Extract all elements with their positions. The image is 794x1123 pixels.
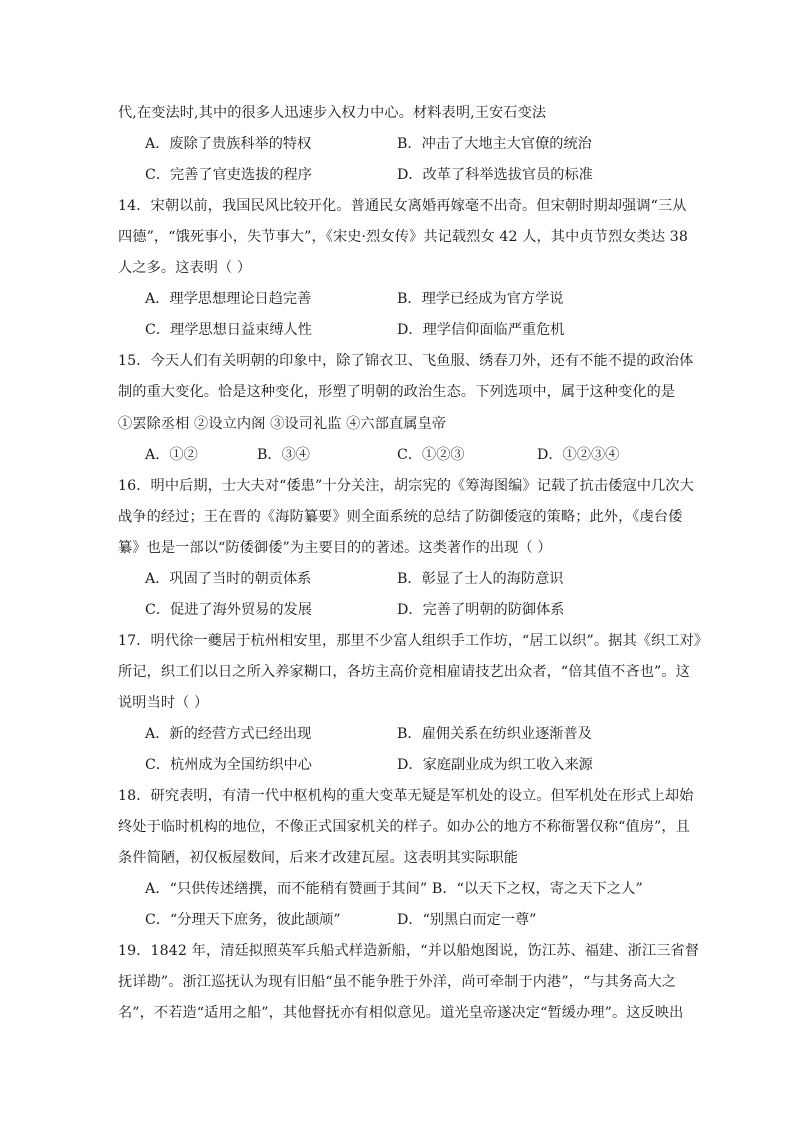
question-text-line: 终处于临时机构的地位，不像正式国家机关的样子。如办公的地方不称衙署仅称“值房”，且 — [118, 819, 690, 835]
answer-option: C．杭州成为全国纺织中心 — [145, 757, 312, 773]
question-text-line: 人之多。这表明（ ） — [118, 260, 252, 276]
answer-options-row — [145, 289, 685, 309]
question-text-line: 战争的经过；王在晋的《海防纂要》则全面系统的总结了防御倭寇的策略；此外，《虔台倭 — [118, 509, 683, 525]
question-text-line: 17．明代徐一夔居于杭州相安里，那里不少富人组织手工作坊，“居工以织”。据其《织工对》 — [118, 633, 709, 649]
answer-option: B．冲击了大地主大官僚的统治 — [397, 136, 592, 152]
answer-option: C．促进了海外贸易的发展 — [145, 602, 312, 618]
answer-option: A．废除了贵族科举的特权 — [145, 136, 312, 152]
answer-options-row — [145, 600, 685, 620]
answer-options-row — [145, 320, 685, 340]
answer-option: C．完善了官吏选拔的程序 — [145, 167, 312, 183]
answer-option: B．理学已经成为官方学说 — [397, 291, 564, 307]
answer-options-row — [145, 165, 685, 185]
answer-options-row — [145, 755, 685, 775]
answer-options-row — [145, 569, 685, 589]
answer-option: D．完善了明朝的防御体系 — [397, 602, 565, 618]
question-text-line: 名”，不若造“适用之船”，其他督抚亦有相似意见。道光皇帝遂决定“暂缓办理”。这反映出 — [118, 1005, 684, 1021]
answer-option: B．③④ — [257, 447, 310, 463]
answer-options-row — [145, 910, 685, 930]
question-text-line: 制的重大变化。恰是这种变化，形塑了明朝的政治生态。下列选项中，属于这种变化的是 — [118, 384, 676, 400]
answer-option: D．家庭副业成为织工收入来源 — [397, 757, 593, 773]
answer-options-row — [145, 134, 685, 154]
question-text-line: 15．今天人们有关明朝的印象中，除了锦衣卫、飞鱼服、绣春刀外，还有不能不提的政治体 — [118, 353, 694, 369]
answer-options-row — [145, 445, 685, 465]
question-text-line: 说明当时（ ） — [118, 695, 209, 711]
question-text-line: 19．1842 年，清廷拟照英军兵船式样造新船，“并以船炮图说，饬江苏、福建、浙江三省督 — [118, 943, 700, 959]
question-text-line: 四德”，“饿死事小，失节事大”，《宋史·烈女传》共记载烈女 42 人，其中贞节烈女类达 38 — [118, 229, 688, 245]
answer-option: C．“分理天下庶务，彼此颉颃” — [145, 912, 341, 928]
answer-option-line: A．“只供传述缮撰，而不能稍有赞画于其间” B．“以天下之权，寄之天下之人” — [145, 881, 643, 897]
answer-option: A．新的经营方式已经出现 — [145, 726, 312, 742]
question-text-line: 代,在变法时,其中的很多人迅速步入权力中心。材料表明,王安石变法 — [118, 105, 547, 121]
answer-option: A．理学思想理论日趋完善 — [145, 291, 312, 307]
question-text-line: 所记，织工们以日之所入养家糊口，各坊主高价竞相雇请技艺出众者，“倍其值不吝也”。这 — [118, 664, 690, 680]
question-text-line: 纂》也是一部以“防倭御倭”为主要目的的著述。这类著作的出现（ ） — [118, 540, 552, 556]
answer-options-row — [145, 724, 685, 744]
answer-option: D．①②③④ — [537, 447, 620, 463]
question-text-line: 18．研究表明，有清一代中枢机构的重大变革无疑是军机处的设立。但军机处在形式上却始 — [118, 788, 694, 804]
answer-option: D．改革了科举选拔官员的标准 — [397, 167, 593, 183]
question-text-line: ①罢除丞相 ②设立内阁 ③设司礼监 ④六部直属皇帝 — [118, 416, 447, 432]
question-text-line: 16．明中后期，士大夫对“倭患”十分关注，胡宗宪的《筹海图编》记载了抗击倭寇中几次大 — [118, 478, 694, 494]
answer-option: A．巩固了当时的朝贡体系 — [145, 571, 312, 587]
answer-option: B．彰显了士人的海防意识 — [397, 571, 564, 587]
answer-option: D．理学信仰面临严重危机 — [397, 322, 565, 338]
answer-option: A．①② — [145, 447, 198, 463]
answer-option: D．“别黑白而定一尊” — [397, 912, 537, 928]
question-text-line: 条件简陋，初仅板屋数间，后来才改建瓦屋。这表明其实际职能 — [118, 850, 519, 866]
answer-option: C．①②③ — [397, 447, 465, 463]
answer-option: C．理学思想日益束缚人性 — [145, 322, 312, 338]
answer-option: B．雇佣关系在纺织业逐渐普及 — [397, 726, 592, 742]
question-text-line: 抚详勘”。浙江巡抚认为现有旧船“虽不能争胜于外洋，尚可牵制于内港”，“与其务高大之 — [118, 974, 677, 990]
question-text-line: 14．宋朝以前，我国民风比较开化。普通民女离婚再嫁毫不出奇。但宋朝时期却强调“三从 — [118, 198, 687, 214]
